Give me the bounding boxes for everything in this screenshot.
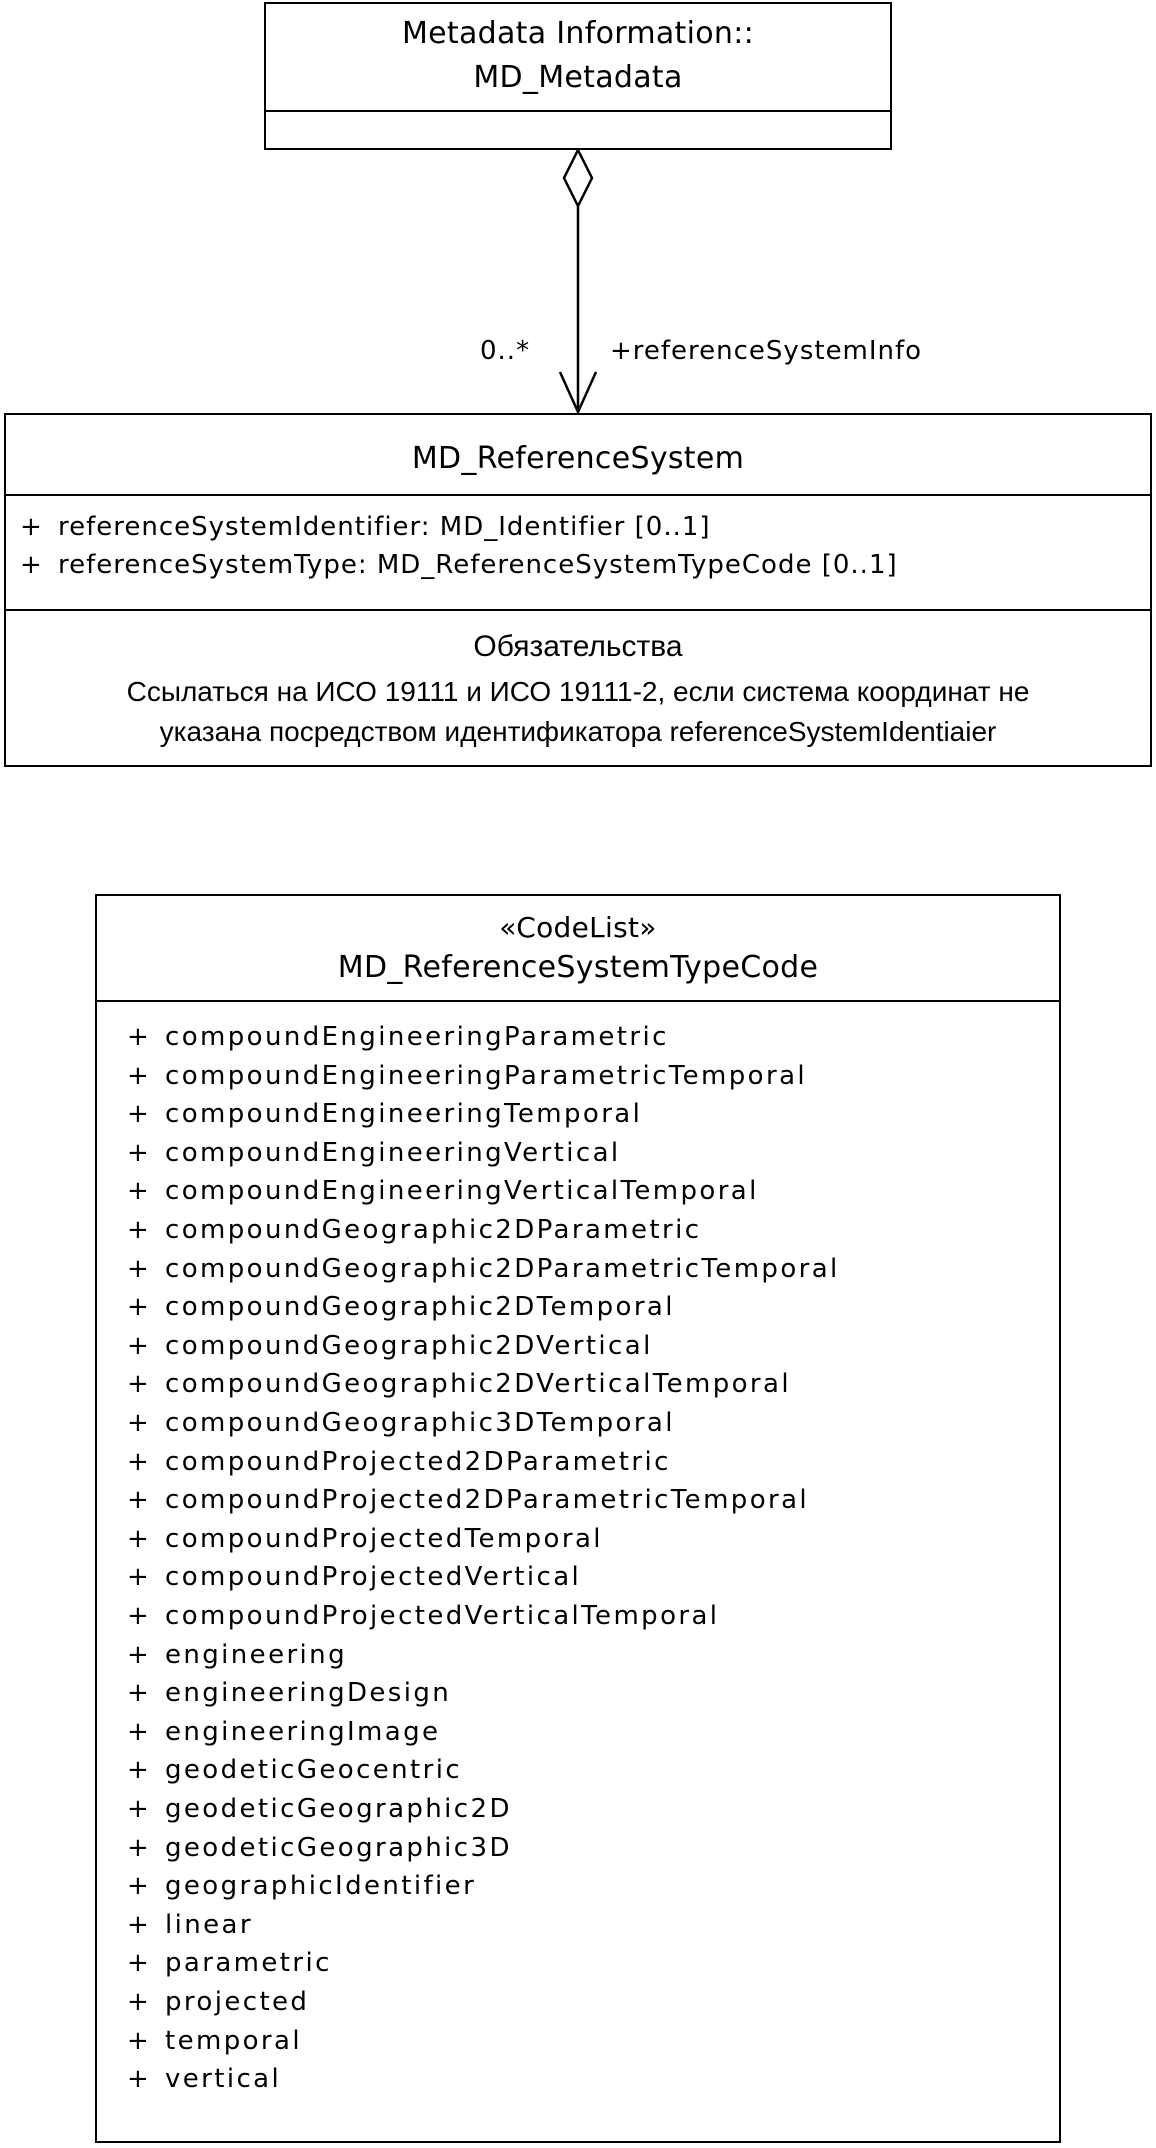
code-list-item-label: temporal: [165, 2025, 302, 2056]
visibility-public: +: [127, 1485, 149, 1516]
code-list-item-label: geodeticGeographic2D: [165, 1794, 512, 1824]
visibility-public: +: [20, 550, 43, 580]
code-list-item-label: geographicIdentifier: [165, 1871, 477, 1902]
code-list-item-label: compoundProjectedTemporal: [165, 1523, 603, 1554]
code-list-item: [127, 1018, 669, 1057]
code-list-item: [127, 1674, 451, 1713]
code-list-item: [127, 1404, 675, 1443]
code-list-item-label: compoundProjectedVerticalTemporal: [165, 1601, 720, 1631]
attribute-text: referenceSystemType: MD_ReferenceSystemTypeCode [0..1]: [58, 550, 898, 580]
code-list-item-label: engineeringDesign: [165, 1678, 452, 1709]
visibility-public: +: [127, 1832, 149, 1863]
visibility-public: +: [127, 1408, 149, 1438]
code-list-item: [127, 1057, 807, 1096]
code-list-item: [127, 1636, 347, 1675]
code-list-item-label: compoundGeographic2DTemporal: [165, 1292, 675, 1323]
code-list-item: [127, 1443, 671, 1482]
code-list-item: [127, 1288, 675, 1327]
code-list-item: [127, 1211, 701, 1250]
code-list-item: [127, 1095, 642, 1134]
visibility-public: +: [127, 1678, 149, 1709]
association-multiplicity: 0..*: [480, 336, 531, 366]
code-list-item: [127, 1983, 309, 2022]
visibility-public: +: [127, 1794, 149, 1824]
code-list-item-label: compoundEngineeringVertical: [165, 1137, 621, 1168]
code-list-item-label: compoundGeographic2DParametric: [165, 1215, 702, 1245]
code-list-item: [127, 2022, 302, 2061]
attribute-text: referenceSystemIdentifier: MD_Identifier [0..1]: [58, 512, 711, 542]
code-list-item: [127, 1751, 462, 1790]
code-list-item: [127, 2060, 281, 2099]
code-list-divider: [97, 1000, 1059, 1002]
code-list-item: [127, 1867, 476, 1906]
visibility-public: +: [127, 1253, 149, 1284]
code-list-item-label: vertical: [165, 2064, 282, 2095]
visibility-public: +: [127, 1639, 149, 1670]
md-reference-system-title: MD_ReferenceSystem: [411, 441, 745, 476]
md-reference-system-divider-1: [6, 494, 1150, 496]
code-list-item-label: geodeticGeographic3D: [165, 1832, 512, 1863]
code-list-stereotype: «CodeList»: [499, 911, 657, 944]
code-list-item-label: compoundEngineeringParametricTemporal: [165, 1060, 808, 1091]
code-list-item-label: engineeringImage: [165, 1716, 441, 1747]
visibility-public: +: [127, 1523, 149, 1554]
visibility-public: +: [127, 1060, 149, 1091]
code-list-item-label: compoundGeographic2DVertical: [165, 1330, 653, 1361]
code-list-item-label: compoundGeographic2DParametricTemporal: [165, 1253, 840, 1284]
code-list-item: [127, 1134, 621, 1173]
visibility-public: +: [127, 1987, 149, 2017]
visibility-public: +: [127, 1716, 149, 1747]
code-list-item-label: engineering: [165, 1639, 347, 1670]
code-list-item-label: compoundGeographic2DVerticalTemporal: [165, 1369, 791, 1400]
code-list-item: [127, 1713, 440, 1752]
visibility-public: +: [127, 1022, 149, 1052]
visibility-public: +: [127, 1330, 149, 1361]
code-list-item-label: compoundProjected2DParametricTemporal: [165, 1485, 810, 1516]
visibility-public: +: [127, 1601, 149, 1631]
code-list-item-label: compoundEngineeringVerticalTemporal: [165, 1176, 759, 1207]
md-reference-system-divider-2: [6, 609, 1150, 611]
md-metadata-title-line1: Metadata Information::: [401, 16, 755, 51]
code-list-item-label: geodeticGeocentric: [165, 1755, 463, 1786]
code-list-item: [127, 1365, 791, 1404]
code-list-item-label: parametric: [165, 1948, 332, 1979]
visibility-public: +: [127, 1871, 149, 1902]
visibility-public: +: [127, 1446, 149, 1477]
md-reference-system-class[interactable]: [4, 413, 1152, 767]
visibility-public: +: [127, 1909, 149, 1940]
aggregation-diamond-icon: [564, 150, 592, 206]
code-list-item: [127, 1558, 581, 1597]
md-metadata-divider: [266, 110, 890, 112]
code-list-item-label: compoundEngineeringTemporal: [165, 1099, 643, 1130]
code-list-item: [127, 1906, 253, 1945]
visibility-public: +: [127, 1755, 149, 1786]
code-list-item: [127, 1172, 759, 1211]
visibility-public: +: [127, 2025, 149, 2056]
code-list-item: [127, 1790, 512, 1829]
visibility-public: +: [127, 1137, 149, 1168]
association-role: +referenceSystemInfo: [610, 336, 923, 366]
code-list-item: [127, 1829, 512, 1868]
visibility-public: +: [127, 1176, 149, 1207]
code-list-item: [127, 1520, 603, 1559]
md-reference-system-type-code-class[interactable]: [95, 894, 1061, 2143]
md-metadata-class[interactable]: [264, 2, 892, 150]
code-list-item-label: compoundProjected2DParametric: [165, 1446, 671, 1477]
constraint-text-line2: указана посредством идентификатора referenceSystemIdentiaier: [159, 716, 997, 747]
constraint-title: Обязательства: [473, 630, 683, 663]
constraint-text-line1: Ссылаться на ИСО 19111 и ИСО 19111-2, если система координат не: [126, 676, 1030, 707]
visibility-public: +: [20, 512, 43, 542]
code-list-item: [127, 1481, 809, 1520]
attribute-reference-system-type: [20, 547, 898, 583]
code-list-item-label: linear: [165, 1909, 253, 1940]
visibility-public: +: [127, 1369, 149, 1400]
visibility-public: +: [127, 2064, 149, 2095]
code-list-title: MD_ReferenceSystemTypeCode: [337, 950, 819, 985]
visibility-public: +: [127, 1292, 149, 1323]
code-list-item-label: compoundProjectedVertical: [165, 1562, 582, 1593]
md-metadata-title-line2: MD_Metadata: [473, 60, 683, 95]
code-list-item: [127, 1944, 332, 1983]
visibility-public: +: [127, 1215, 149, 1245]
code-list-item: [127, 1250, 840, 1289]
visibility-public: +: [127, 1562, 149, 1593]
code-list-item-label: compoundGeographic3DTemporal: [165, 1408, 675, 1438]
code-list-item: [127, 1327, 653, 1366]
attribute-reference-system-identifier: [20, 509, 711, 545]
code-list-item-label: projected: [165, 1987, 310, 2017]
code-list-item-label: compoundEngineeringParametric: [165, 1022, 669, 1052]
code-list-item: [127, 1597, 719, 1636]
visibility-public: +: [127, 1099, 149, 1130]
visibility-public: +: [127, 1948, 149, 1979]
